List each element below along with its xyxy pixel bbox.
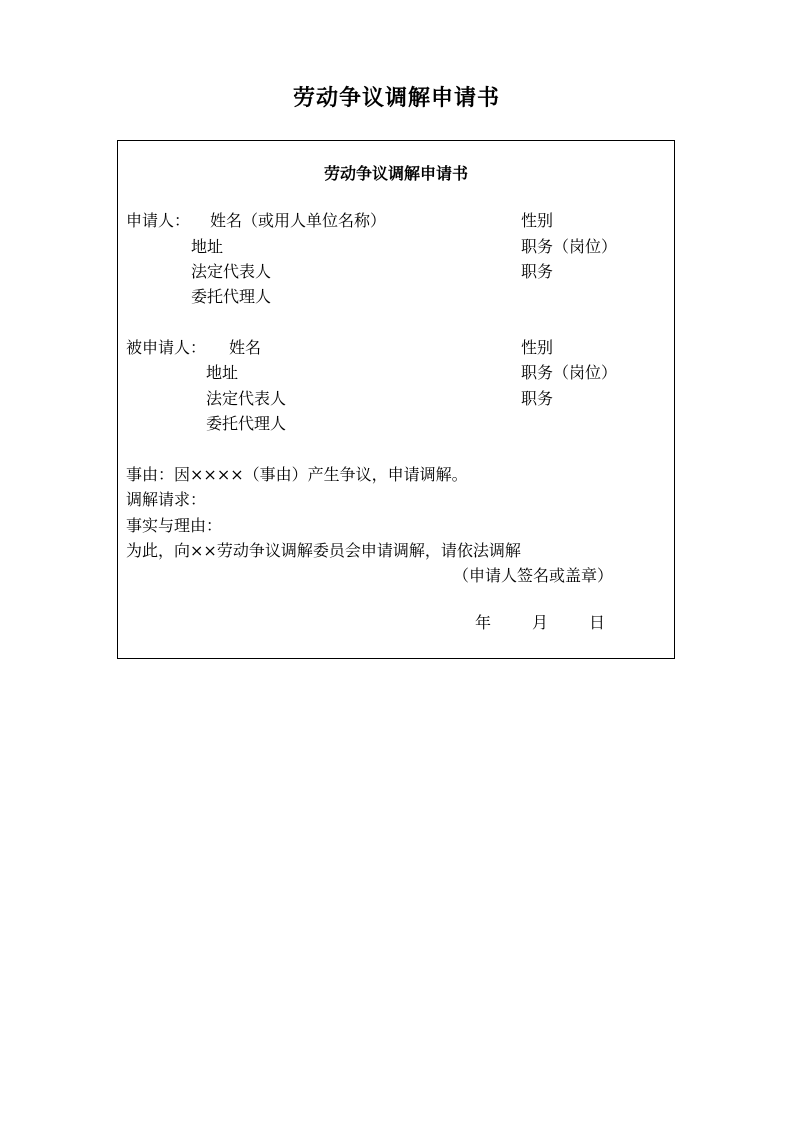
applicant-address-label: 地址 bbox=[191, 237, 224, 256]
applicant-position-label: 职务（岗位） bbox=[521, 237, 618, 256]
respondent-agent-label: 委托代理人 bbox=[206, 414, 287, 433]
respondent-name-label: 姓名 bbox=[229, 338, 262, 357]
date-year-label: 年 bbox=[475, 613, 492, 632]
facts-line: 事实与理由： bbox=[126, 516, 223, 535]
applicant-legal-rep-label: 法定代表人 bbox=[191, 262, 272, 281]
date-day-label: 日 bbox=[589, 613, 606, 632]
respondent-position-label: 职务（岗位） bbox=[521, 363, 618, 382]
application-form bbox=[117, 140, 675, 659]
respondent-rep-position-label: 职务 bbox=[521, 389, 554, 408]
respondent-gender-label: 性别 bbox=[521, 338, 554, 357]
applicant-label: 申请人： bbox=[126, 211, 191, 230]
applicant-gender-label: 性别 bbox=[521, 211, 554, 230]
respondent-label: 被申请人： bbox=[126, 338, 207, 357]
respondent-legal-rep-label: 法定代表人 bbox=[206, 389, 287, 408]
applicant-rep-position-label: 职务 bbox=[521, 262, 554, 281]
signature-line: （申请人签名或盖章） bbox=[453, 566, 614, 585]
request-line: 调解请求： bbox=[126, 490, 207, 509]
closing-line: 为此，向××劳动争议调解委员会申请调解，请依法调解 bbox=[126, 541, 521, 560]
date-month-label: 月 bbox=[532, 613, 549, 632]
respondent-address-label: 地址 bbox=[206, 363, 239, 382]
applicant-name-label: 姓名（或用人单位名称） bbox=[210, 211, 387, 230]
applicant-agent-label: 委托代理人 bbox=[191, 287, 272, 306]
form-title: 劳动争议调解申请书 bbox=[323, 164, 468, 183]
reason-line: 事由：因××××（事由）产生争议，申请调解。 bbox=[126, 465, 468, 484]
page-title: 劳动争议调解申请书 bbox=[292, 85, 500, 111]
